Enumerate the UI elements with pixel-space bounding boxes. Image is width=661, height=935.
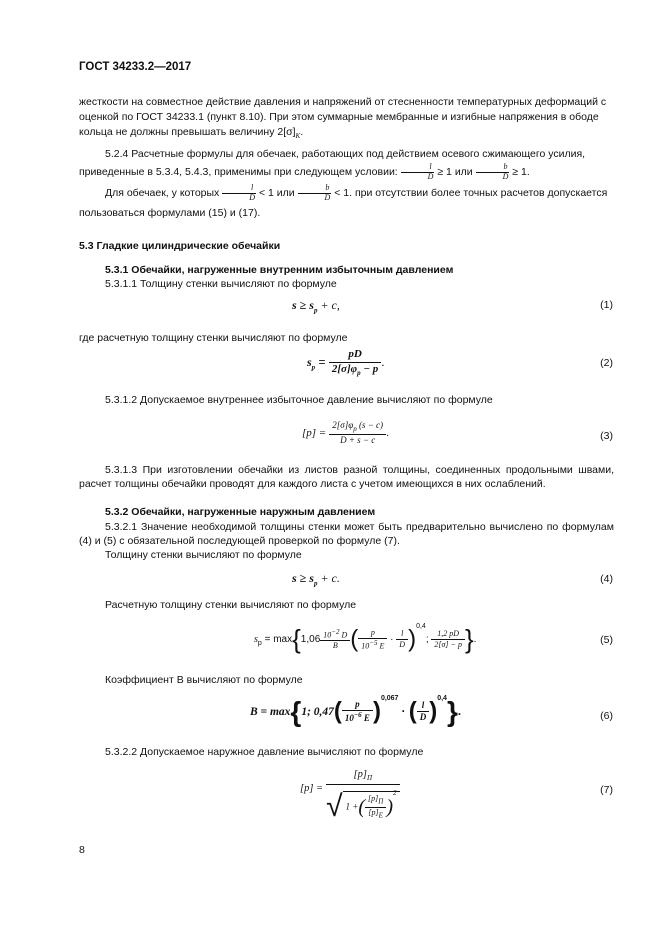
paragraph-ring-stress: жесткости на совместное действие давления и напряжений от стесненности температурных деформаций с оценкой по ГОСТ 34233.1 (пункт 8.10). При этом суммарные мембранные и изгибные напряжения в ободе кольца не должны превышать величину $2[\sigma]_K$. [79, 96, 607, 141]
paragraph-524 [79, 146, 614, 182]
section-heading-5-3-2: 5.3.2 Обечайки, нагруженные наружным давлением [105, 506, 376, 518]
paragraph-5322: 5.3.2.2 Допускаемое наружное давление вычисляют по формуле [105, 746, 424, 758]
paragraph-5311: 5.3.1.1 Толщину стенки вычисляют по формуле [105, 278, 337, 290]
paragraph-5313: 5.3.1.3 При изготовлении обечайки из листов разной толщины, соединенных продольными швами, расчет толщины обечайки проводят для каждого листа с учетом имеющихся в них ослаблений. [79, 464, 614, 491]
section-heading-5-3: 5.3 Гладкие цилиндрические обечайки [79, 240, 281, 252]
equation-5: $s_p = \max\{1,06$ $\frac{10^{-2} D}{B}$ ( $\frac{p}{10^{-5} E}$ · $\frac{l}{D}$ )$^{0,4}$; $\frac{1,2 pD}{2[\sigma] - p}$ }. [254, 622, 477, 654]
condition-text: < 1 [258, 187, 274, 200]
paragraph-524-cont [79, 184, 614, 224]
equation-number: (5) [600, 634, 613, 646]
equation-2: $s_p$ = $\frac{pD}{2[\sigma]\varphi_p - p}$ . [307, 348, 385, 377]
paragraph-5312: 5.3.1.2 Допускаемое внутреннее избыточное давление вычисляют по формуле [105, 394, 493, 406]
equation-1: $s \ge s_p + c$, [292, 298, 340, 315]
paragraph-text: . при отсутствии более точных расчетов допускается пользоваться формулами (15) и (17). [79, 187, 608, 220]
equation-number: (3) [600, 430, 613, 442]
section-heading-5-3-1: 5.3.1 Обечайки, нагруженные внутренним избыточным давлением [105, 264, 454, 276]
equation-3: [p] = $\frac{2[\sigma]\varphi_p (s - c)}{D + s - c}$ . [302, 420, 390, 445]
paragraph-5321: 5.3.2.1 Значение необходимой толщины стенки может быть предварительно вычислено по формулам (4) и (5) с обязательной последующей проверкой по формуле (7). [79, 521, 614, 548]
paragraph-5321-c: Расчетную толщину стенки вычисляют по формуле [105, 599, 357, 611]
equation-number: (1) [600, 299, 613, 311]
condition-text: ≥ 1. [512, 166, 530, 179]
equation-number: (6) [600, 710, 613, 722]
fraction-l-over-D: $\frac{l}{D}$ [401, 163, 435, 182]
document-header: ГОСТ 34233.2—2017 [79, 61, 192, 73]
equation-number: (4) [600, 573, 613, 585]
paragraph-text: Для обечаек, у которых [105, 187, 220, 200]
paragraph-coef-b: Коэффициент B вычисляют по формуле [105, 674, 303, 686]
condition-text: < 1 [334, 187, 350, 200]
equation-4: $s \ge s_p + c$. [292, 571, 340, 588]
paragraph-text: 5.2.4 Расчетные формулы для обечаек, работающих под действием осевого сжимающего усилия, приведенные в 5.3.4, 5.4.3, применимы при следующем условии: [79, 148, 586, 179]
paragraph-5321-b: Толщину стенки вычисляют по формуле [105, 549, 302, 561]
paragraph-where: где расчетную толщину стенки вычисляют по формуле [79, 332, 348, 344]
subscript: K [295, 132, 301, 141]
or-text: или [454, 166, 473, 179]
equation-7: [p] = $[p]_П$ √ 1 +( $[p]_П$ $[p]_E$ )$^2$ [300, 768, 400, 827]
fraction-b-over-D: $\frac{b}{D}$ [298, 184, 332, 203]
fraction-l-over-D: $\frac{l}{D}$ [222, 184, 256, 203]
paragraph-text: жесткости на совместное действие давления и напряжений от стесненности температурных деформаций с оценкой по ГОСТ 34233.1 (пункт 8.10). При этом суммарные мембранные и изгибные напряжения в ободе кольца не должны превышать величину 2[σ] [79, 96, 607, 139]
or-text: или [276, 187, 295, 200]
condition-text: ≥ 1 [437, 166, 452, 179]
fraction-b-over-D: $\frac{b}{D}$ [476, 163, 510, 182]
page-number: 8 [79, 844, 85, 856]
equation-6: B = max{1; 0,47( $\frac{p}{10^{-6} E}$ )$^{0,067}$ · ( $\frac{l}{D}$ )$^{0,4}$}. [250, 695, 462, 727]
equation-number: (7) [600, 784, 613, 796]
equation-number: (2) [600, 357, 613, 369]
